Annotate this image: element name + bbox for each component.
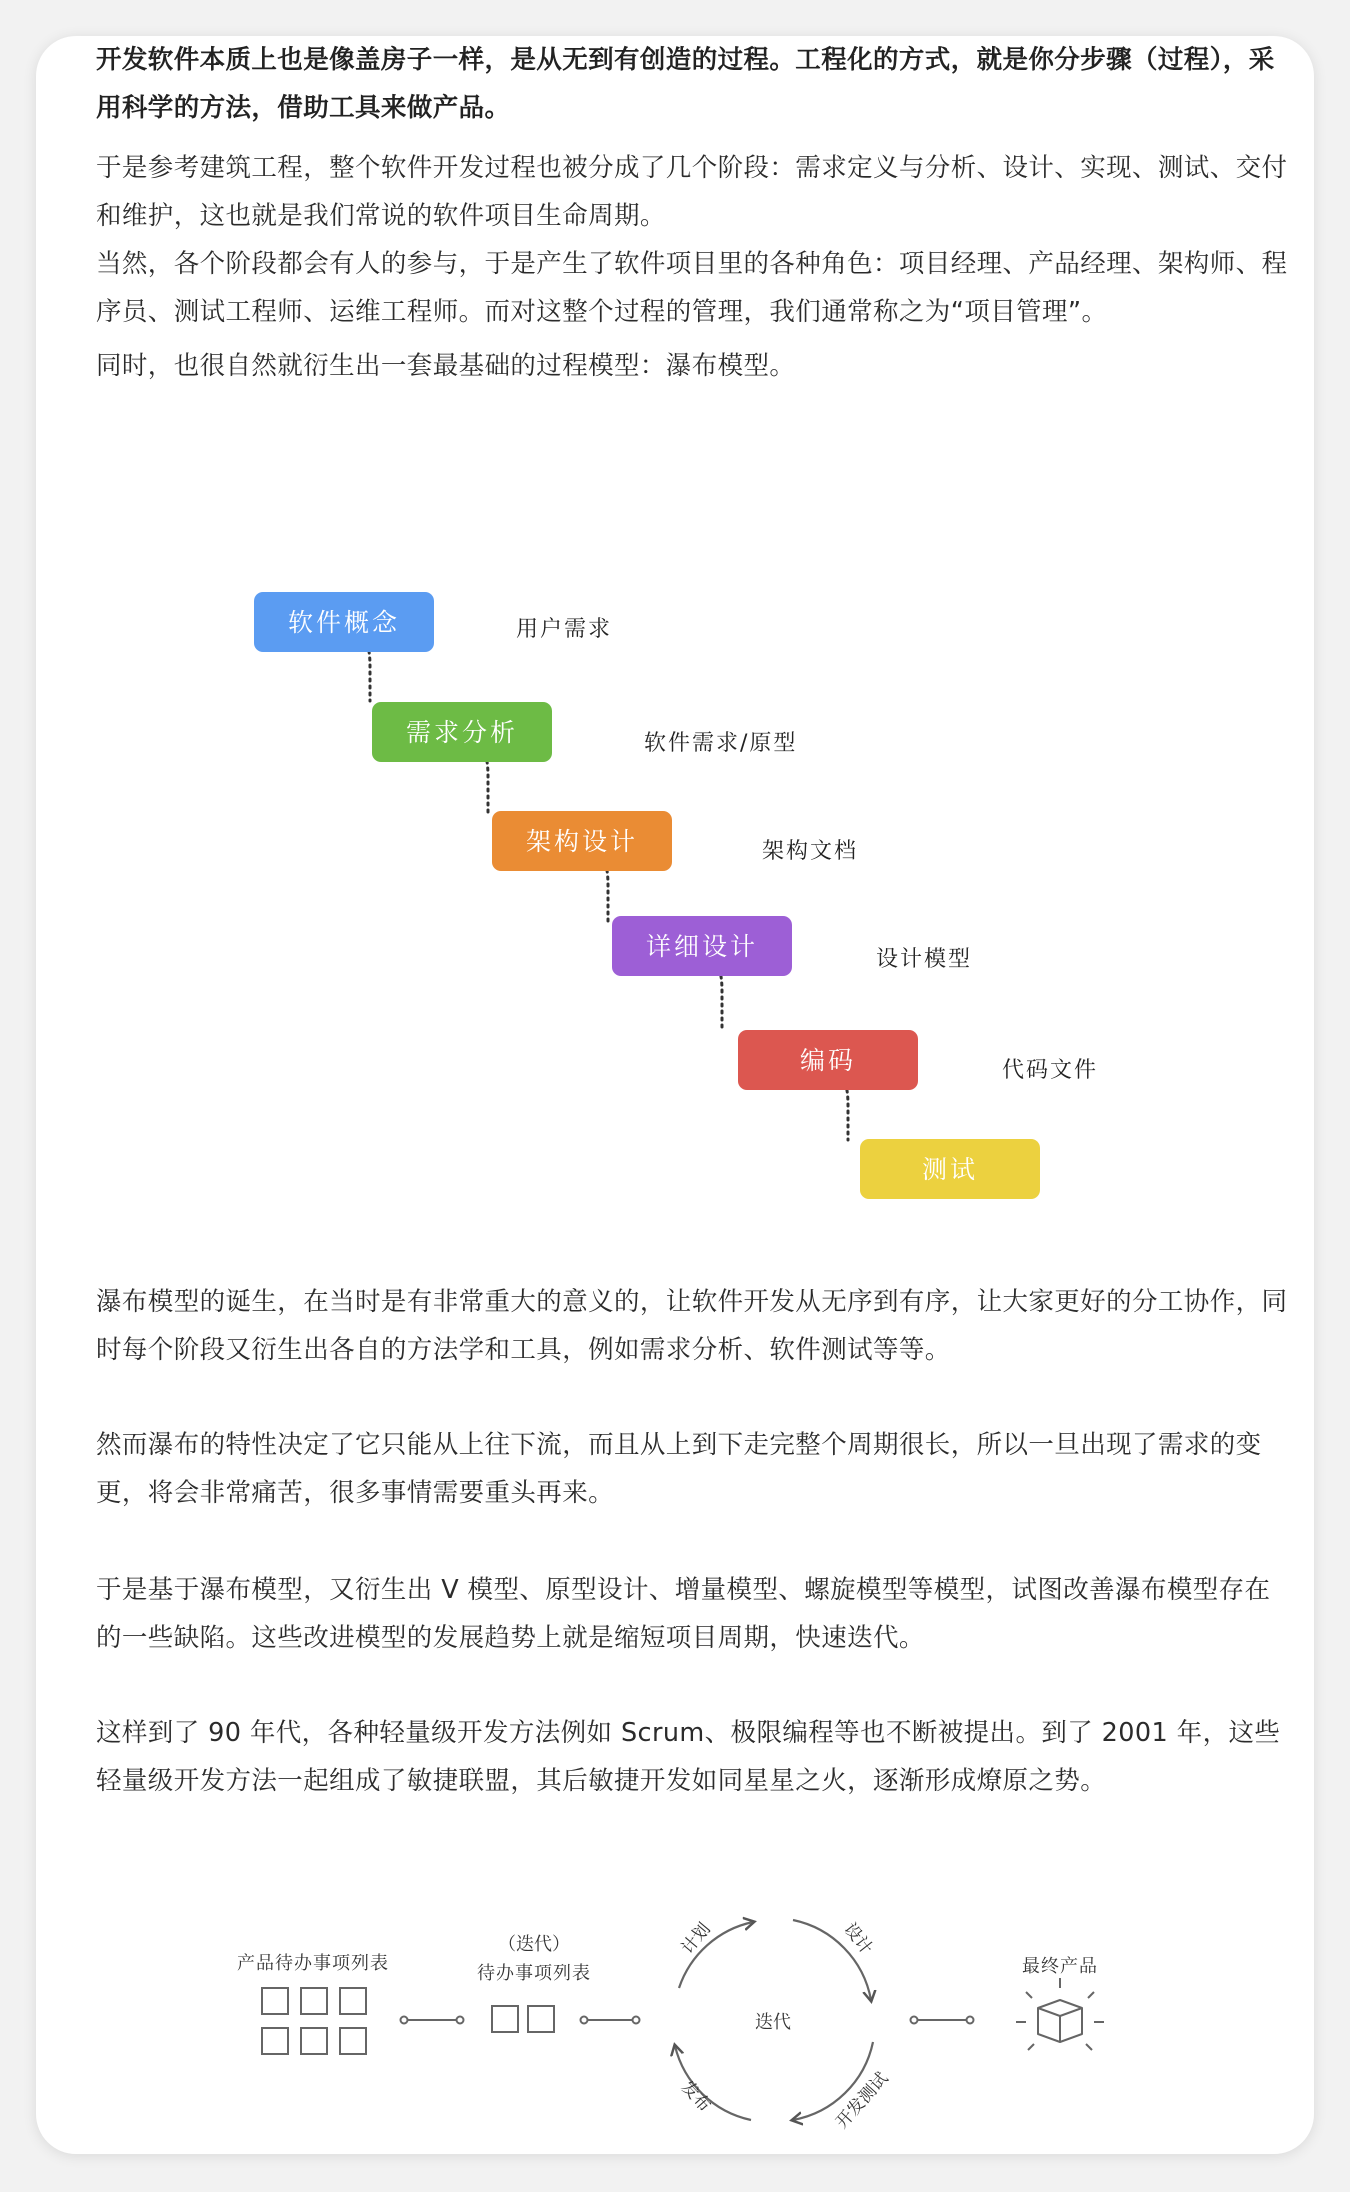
paragraph-intro: 开发软件本质上也是像盖房子一样，是从无到有创造的过程。工程化的方式，就是你分步骤（过程），采用科学的方法，借助工具来做产品。 bbox=[96, 45, 1275, 123]
paragraph-agile: 这样到了 90 年代，各种轻量级开发方法例如 Scrum、极限编程等也不断被提出。到了 2001 年，这些轻量级开发方法一起组成了敏捷联盟，其后敏捷开发如同星星之火，逐渐形成燎原之势。 bbox=[96, 1718, 1281, 1796]
paragraph-roles: 当然，各个阶段都会有人的参与，于是产生了软件项目里的各种角色：项目经理、产品经理、架构师、程序员、测试工程师、运维工程师。而对这整个过程的管理，我们通常称之为“项目管理”。 bbox=[96, 249, 1288, 327]
article-card bbox=[36, 36, 1314, 2154]
stage-output-label: 架构文档 bbox=[762, 839, 859, 864]
cycle-label-plan: 计划 bbox=[677, 1919, 715, 1959]
cycle-label-develop-test: 开发测试 bbox=[832, 2068, 893, 2133]
stage-output-label: 代码文件 bbox=[1002, 1058, 1099, 1083]
product-backlog-items bbox=[262, 1988, 366, 2054]
waterfall-diagram bbox=[36, 36, 1314, 1236]
stage-label: 测试 bbox=[921, 1155, 979, 1184]
stage-label: 需求分析 bbox=[405, 718, 519, 747]
paragraph-waterfall-meaning: 瀑布模型的诞生，在当时是有非常重大的意义的，让软件开发从无序到有序，让大家更好的分工协作，同时每个阶段又衍生出各自的方法学和工具，例如需求分析、软件测试等等。 bbox=[96, 1287, 1288, 1365]
iteration-backlog-items bbox=[492, 2006, 554, 2032]
stage-box bbox=[738, 1030, 918, 1090]
iteration-paren-label: （迭代） bbox=[498, 1934, 570, 1955]
cycle-label-release: 发布 bbox=[676, 2077, 715, 2116]
stage-box bbox=[612, 916, 792, 976]
product-box-icon bbox=[1016, 1978, 1104, 2050]
iteration-backlog-label: 待办事项列表 bbox=[477, 1963, 591, 1984]
stage-box bbox=[492, 811, 672, 871]
final-product-label: 最终产品 bbox=[1022, 1956, 1098, 1977]
stage-box bbox=[372, 702, 552, 762]
stage-output-label: 软件需求/原型 bbox=[644, 731, 798, 756]
paragraph-other-models: 于是基于瀑布模型，又衍生出 V 模型、原型设计、增量模型、螺旋模型等模型，试图改善瀑布模型存在的一些缺陷。这些改进模型的发展趋势上就是缩短项目周期，快速迭代。 bbox=[96, 1575, 1271, 1653]
stage-label: 编码 bbox=[799, 1046, 857, 1075]
stage-label: 软件概念 bbox=[287, 608, 401, 637]
product-backlog-label: 产品待办事项列表 bbox=[237, 1953, 389, 1974]
cycle-label-design: 设计 bbox=[839, 1919, 877, 1959]
flow-connector bbox=[401, 2017, 464, 2024]
iteration-center-label: 迭代 bbox=[755, 2012, 791, 2033]
stage-box bbox=[860, 1139, 1040, 1199]
flow-connector bbox=[581, 2017, 640, 2024]
flow-connector bbox=[911, 2017, 974, 2024]
stage-output-label: 用户需求 bbox=[516, 617, 613, 642]
agile-iteration-diagram bbox=[36, 1846, 1314, 2146]
paragraph-waterfall-drawback: 然而瀑布的特性决定了它只能从上往下流，而且从上到下走完整个周期很长，所以一旦出现了需求的变更，将会非常痛苦，很多事情需要重头再来。 bbox=[96, 1430, 1262, 1508]
paragraph-waterfall-intro: 同时，也很自然就衍生出一套最基础的过程模型：瀑布模型。 bbox=[96, 351, 796, 381]
stage-label: 架构设计 bbox=[525, 827, 639, 856]
stage-label: 详细设计 bbox=[645, 932, 759, 961]
paragraph-phases: 于是参考建筑工程，整个软件开发过程也被分成了几个阶段：需求定义与分析、设计、实现、测试、交付和维护，这也就是我们常说的软件项目生命周期。 bbox=[96, 153, 1288, 231]
stage-output-label: 设计模型 bbox=[876, 947, 973, 972]
stage-box bbox=[254, 592, 434, 652]
